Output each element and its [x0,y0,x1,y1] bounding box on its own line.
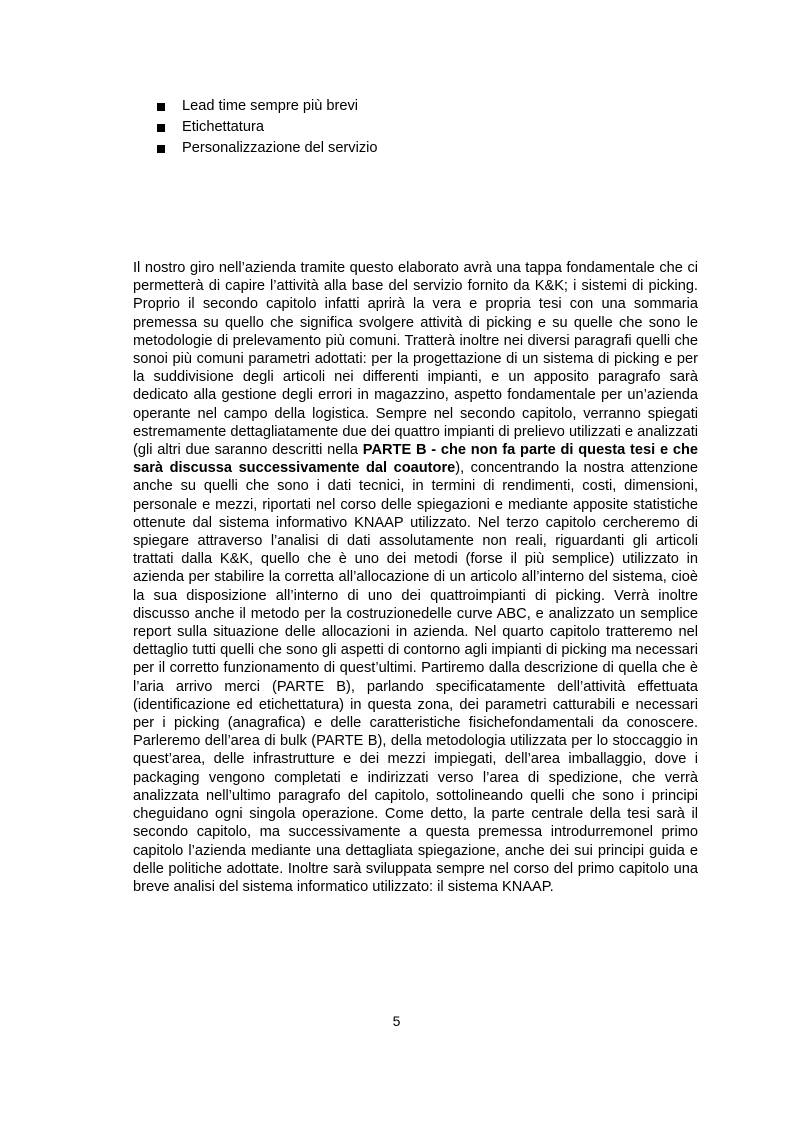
paragraph-bold-text: PARTE B - che non fa parte di questa tesi e che sarà discussa successivamente dal coautore [133,442,698,477]
body-paragraph [133,259,698,896]
page-number: 5 [392,1013,401,1029]
bullet-item [155,96,378,117]
bullet-item [155,138,378,159]
bullet-text: Personalizzazione del servizio [182,140,378,156]
paragraph-text-part1: Il nostro giro nell’azienda tramite questo elaborato avrà una tappa fondamentale che ci permetterà di capire l’attività alla base del servizio fornito da K&K; i sistemi di picking. Proprio il secondo capitolo infatti aprirà la vera e propria tesi con una sommaria premessa su quello che significa svolgere attività di picking e su quelle che sono le metodologie di prelevamento più comuni. Tratterà inoltre nei diversi paragrafi quelli che sonoi più comuni parametri adottati: per la progettazione di un sistema di picking e per la suddivisione degli articoli nei differenti impianti, e un apposito paragrafo sarà dedicato alla gestione degli errori in magazzino, aspetto fondamentale per un’azienda operante nel campo della logistica. Sempre nel secondo capitolo, verranno spiegati estremamente dettagliatamente due dei quattro impianti di prelievo utilizzati e analizzati (gli altri due saranno descritti nella [133,260,698,459]
square-bullet-icon [157,103,165,111]
square-bullet-icon [157,145,165,153]
bullet-list [155,96,378,159]
bullet-text: Lead time sempre più brevi [182,98,359,114]
paragraph-text-part2: ), concentrando la nostra attenzione anche su quelli che sono i dati tecnici, in termini di rendimenti, costi, dimensioni, personale e mezzi, riportati nel corso delle spiegazioni e mediante apposite statistiche ottenute dal sistema informativo KNAAP utilizzato. Nel terzo capitolo cercheremo di spiegare attraverso l’analisi di dati assolutamente non reali, riguardanti gli articoli trattati dalla K&K, quello che è uno dei metodi (forse il più semplice) utilizzato in azienda per stabilire la corretta all’allocazione di un articolo all’interno del sistema, cioè la sua disposizione all’interno di uno dei quattroimpianti di picking. Verrà inoltre discusso anche il metodo per la costruzionedelle curve ABC, e analizzato un semplice report sulla situazione delle allocazioni in azienda. Nel quarto capitolo tratteremo nel dettaglio tutti quelli che sono gli aspetti di contorno agli impianti di picking ma necessari per il corretto funzionamento di quest’ultimi. Partiremo dalla descrizione di quella che è l’aria arrivo merci (PARTE B), parlando specificatamente dell’attività effettuata (identificazione ed etichettatura) in questa zona, dei parametri catturabili e necessari per i picking (anagrafica) e delle caratteristiche fisichefondamentali da conoscere. Parleremo dell’area di bulk (PARTE B), della metodologia utilizzata per lo stoccaggio in quest’area, delle infrastrutture e dei mezzi impiegati, dell’area imballaggio, dove i packaging vengono completati e indirizzati verso l’area di spedizione, che verrà analizzata nell’ultimo paragrafo del capitolo, sottolineando quelli che sono i principi cheguidano ogni singola operazione. Come detto, la parte centrale della tesi sarà il secondo capitolo, ma successivamente a questa premessa introdurremonel primo capitolo l’azienda mediante una dettagliata spiegazione, anche dei sui principi guida e delle politiche adottate. Inoltre sarà sviluppata sempre nel corso del primo capitolo una breve analisi del sistema informatico utilizzato: il sistema KNAAP. [133,460,698,895]
square-bullet-icon [157,124,165,132]
bullet-item [155,117,378,138]
bullet-text: Etichettatura [182,119,264,135]
